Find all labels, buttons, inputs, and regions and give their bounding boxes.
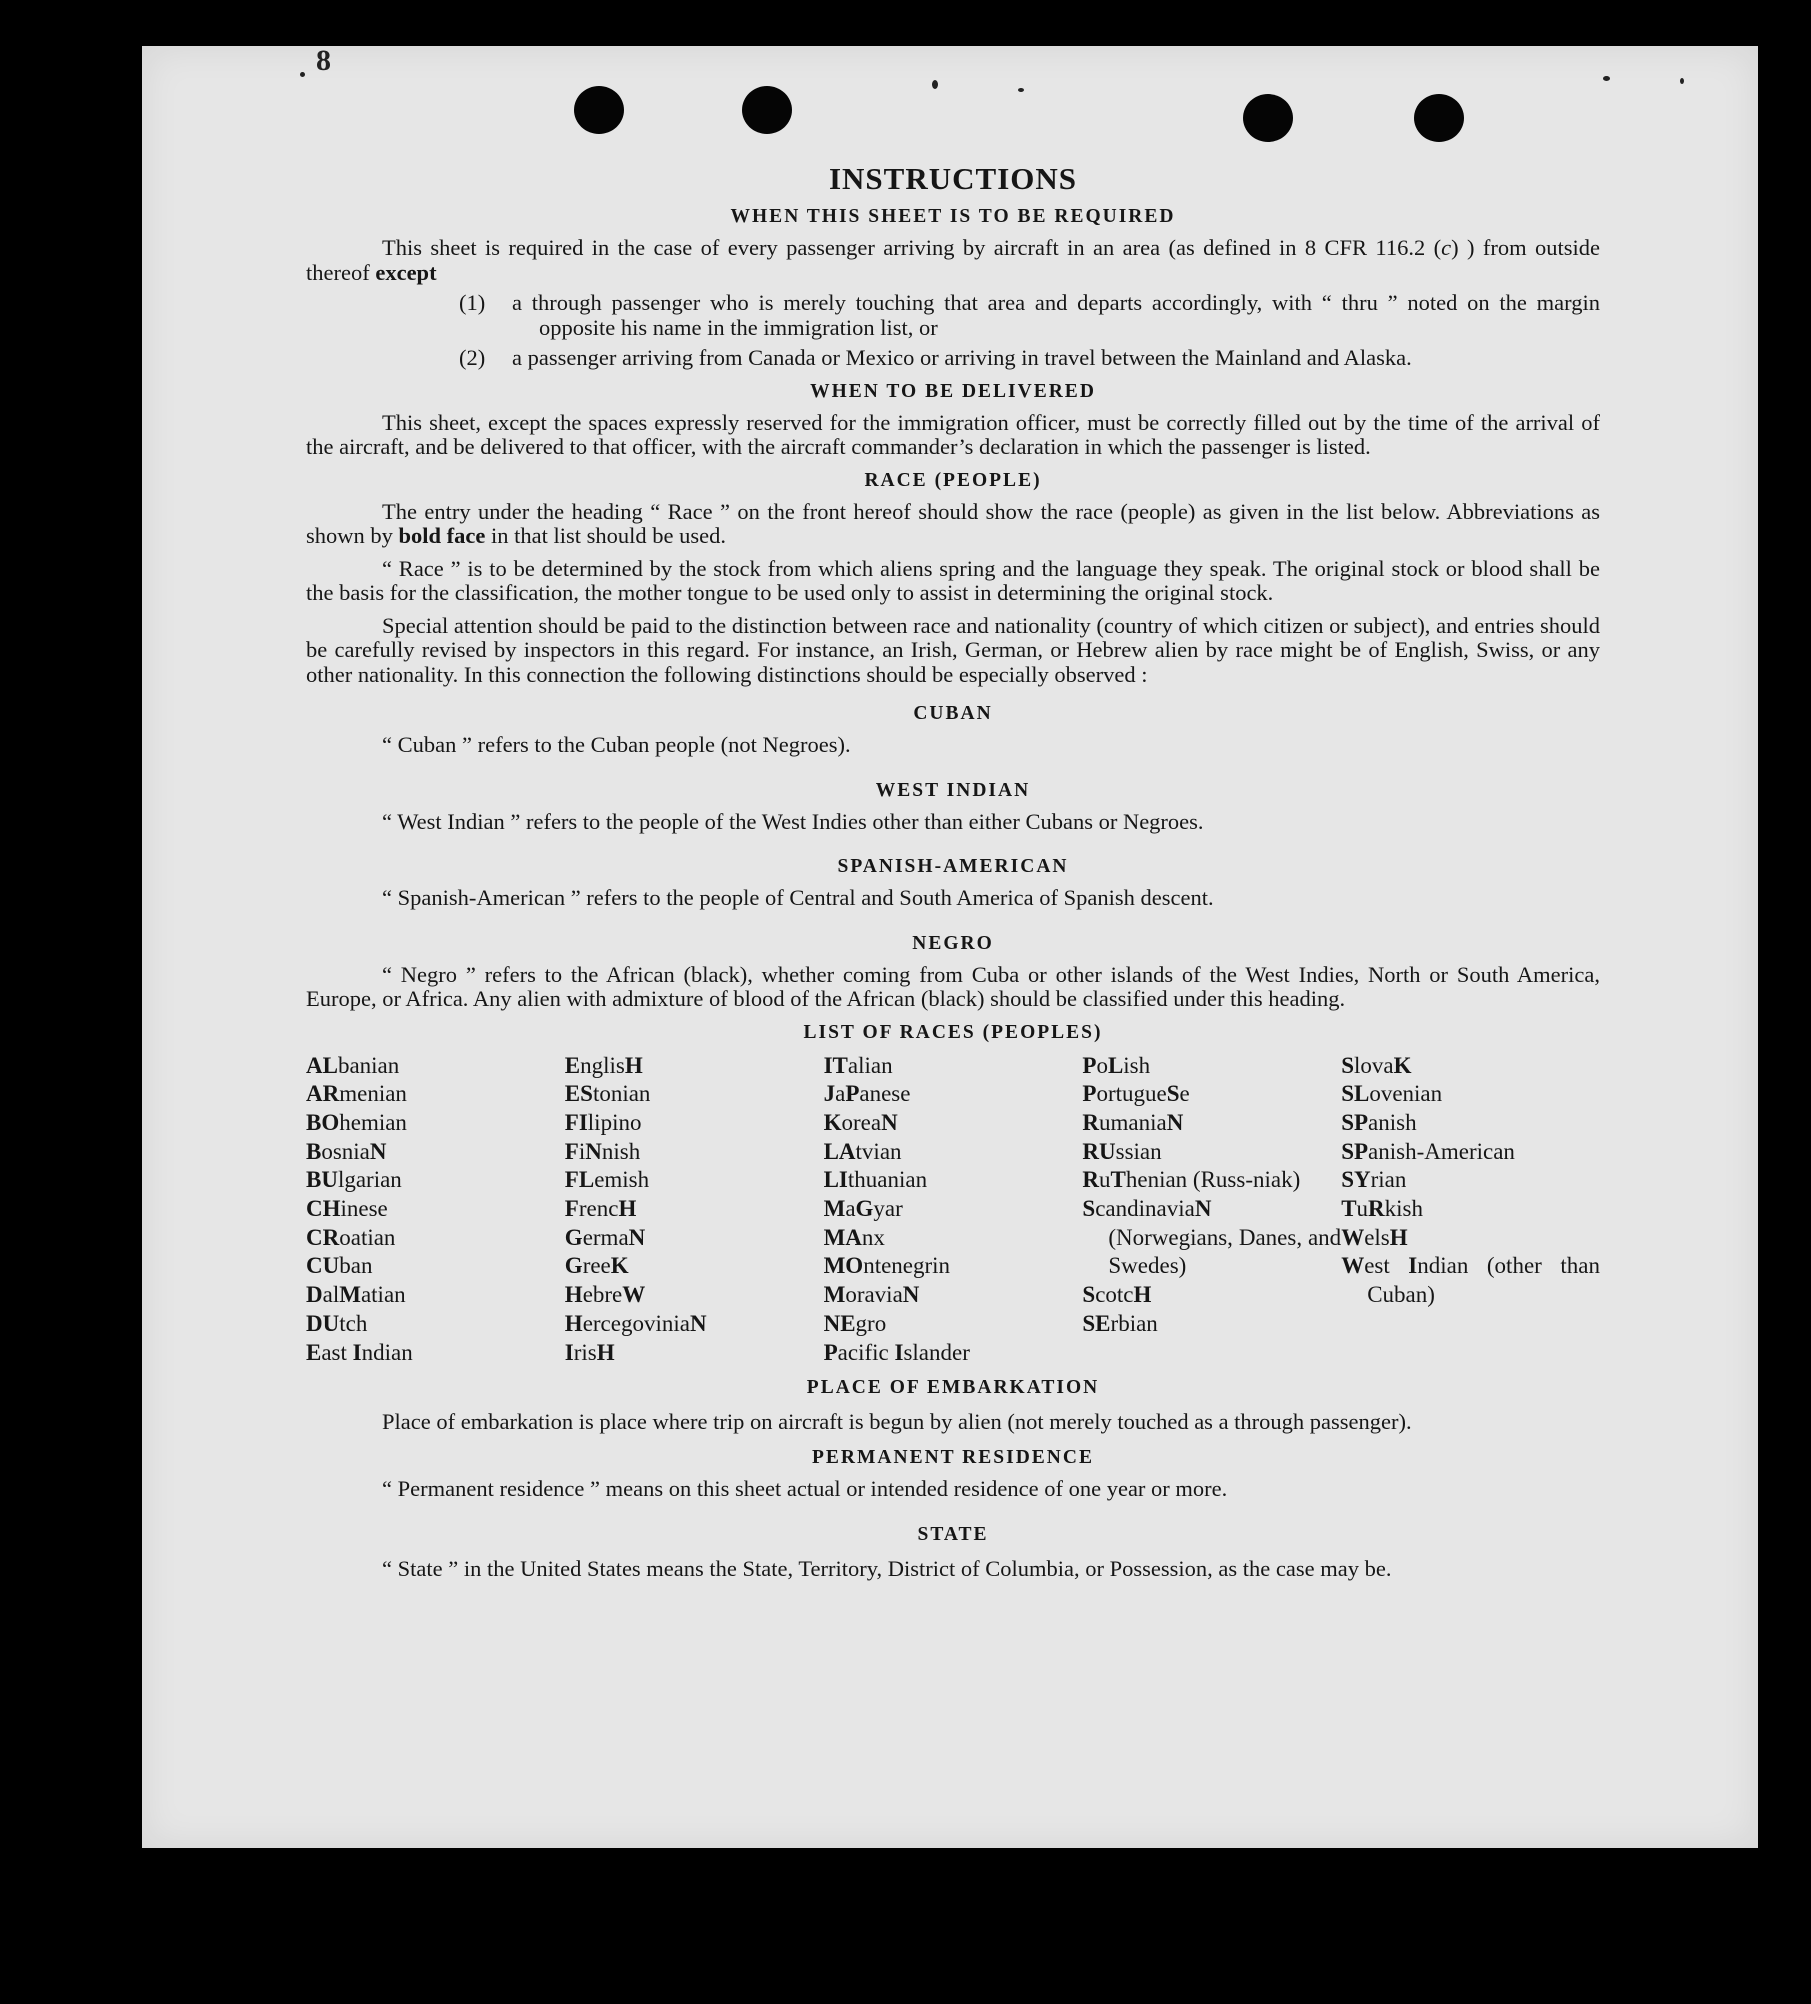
race-abbrev: FL	[564, 1167, 595, 1193]
race-abbrev: W	[1341, 1253, 1365, 1279]
paragraph-when-required	[306, 236, 1600, 285]
race-abbrev: S	[1082, 1282, 1096, 1308]
heading-embarkation: PLACE OF EMBARKATION	[806, 1377, 1100, 1399]
race-text: ntenegrin	[863, 1253, 951, 1279]
race-text: tch	[339, 1310, 368, 1336]
race-text: anish	[1368, 1109, 1417, 1135]
race-abbrev: RU	[1082, 1138, 1116, 1164]
race-abbrev: H	[564, 1282, 583, 1308]
race-text: atian	[360, 1282, 406, 1308]
race-abbrev: K	[1393, 1052, 1412, 1078]
race-text: acific	[837, 1339, 895, 1365]
race-text: ndian	[361, 1339, 413, 1365]
race-abbrev: P	[845, 1081, 860, 1107]
heading-state: STATE	[917, 1523, 989, 1545]
race-text: nish	[601, 1138, 641, 1164]
race-abbrev: ES	[564, 1081, 593, 1107]
race-text: menian	[339, 1081, 407, 1107]
races-list	[306, 1052, 1600, 1368]
race-text: candinavia	[1095, 1196, 1195, 1222]
race-entry	[306, 1310, 565, 1339]
race-text: gro	[855, 1310, 887, 1336]
race-abbrev: FI	[564, 1109, 588, 1135]
race-entry	[824, 1195, 1083, 1224]
race-abbrev: LI	[823, 1167, 848, 1193]
race-abbrev: I	[894, 1339, 904, 1365]
race-abbrev: BU	[306, 1167, 338, 1193]
races-column	[1341, 1052, 1600, 1368]
race-entry	[565, 1080, 824, 1109]
race-text: u	[1356, 1196, 1369, 1222]
race-text: emish	[594, 1167, 650, 1193]
race-abbrev: SE	[1082, 1310, 1111, 1336]
punch-hole	[1414, 94, 1464, 142]
race-text: o	[1096, 1052, 1108, 1078]
race-entry	[1082, 1281, 1341, 1310]
race-entry	[306, 1166, 565, 1195]
race-abbrev: P	[1082, 1081, 1097, 1107]
race-entry	[306, 1195, 565, 1224]
race-abbrev: T	[1110, 1167, 1126, 1193]
race-abbrev: N	[1194, 1196, 1212, 1222]
race-entry	[565, 1224, 824, 1253]
race-abbrev: F	[564, 1138, 579, 1164]
race-text: (Norwegians, Danes, and Swedes)	[1108, 1224, 1342, 1279]
race-text: inese	[340, 1196, 388, 1222]
race-text: oatian	[339, 1224, 396, 1250]
race-abbrev: AR	[306, 1081, 340, 1107]
list-item	[306, 346, 1600, 371]
paragraph-when-delivered: This sheet, except the spaces expressly reserved for the immigration officer, must be correctly filled out by the time of the arrival of the aircraft, and be delivered to that officer, with the aircraft commander’s declaration in which the passenger is listed.	[306, 409, 1600, 459]
race-text: ast	[321, 1339, 353, 1365]
race-text: nglis	[580, 1052, 625, 1078]
race-abbrev: R	[1082, 1167, 1100, 1193]
race-abbrev: K	[610, 1253, 629, 1279]
race-entry	[824, 1224, 1083, 1253]
paragraph-race-1	[306, 500, 1600, 549]
race-entry	[1341, 1195, 1600, 1224]
race-abbrev: I	[1408, 1253, 1418, 1279]
race-entry	[824, 1310, 1083, 1339]
race-abbrev: H	[1133, 1282, 1152, 1308]
race-entry	[565, 1109, 824, 1138]
race-abbrev: E	[306, 1339, 322, 1365]
item-text: a through passenger who is merely touching that area and departs accordingly, with “ thru ” noted on the margin opposite his name in the immigration list, or	[512, 290, 1600, 340]
race-entry	[824, 1138, 1083, 1167]
race-text: ortugue	[1096, 1081, 1167, 1107]
race-entry	[824, 1109, 1083, 1138]
race-entry	[1341, 1224, 1600, 1253]
race-entry	[306, 1339, 565, 1368]
race-text: umania	[1099, 1109, 1167, 1135]
paragraph-state: “ State ” in the United States means the State, Territory, District of Columbia, or Possession, as the case may be.	[382, 1555, 1392, 1581]
speck	[932, 80, 938, 89]
race-abbrev: IT	[823, 1052, 848, 1078]
race-abbrev: T	[1341, 1196, 1357, 1222]
race-bold: bold face	[398, 523, 486, 548]
race-text: anese	[859, 1081, 911, 1107]
race-text: tonian	[592, 1081, 651, 1107]
race-entry	[565, 1281, 824, 1310]
race-text: a	[835, 1081, 846, 1107]
race-entry	[1082, 1080, 1341, 1109]
race-entry	[824, 1252, 1083, 1281]
speck	[300, 72, 305, 77]
speck	[1018, 88, 1024, 92]
paragraph-race-2: “ Race ” is to be determined by the stock from which aliens spring and the language they speak. The original stock or blood shall be the basis for the classification, the mother tongue to be used only to assist in determining the original stock.	[306, 555, 1600, 605]
race-text: alian	[847, 1052, 893, 1078]
heading-residence: PERMANENT RESIDENCE	[812, 1447, 1094, 1469]
race-abbrev: NE	[823, 1310, 856, 1336]
race-entry	[306, 1138, 565, 1167]
race-abbrev: R	[1082, 1109, 1100, 1135]
race-abbrev: N	[1166, 1109, 1184, 1135]
race-entry	[824, 1080, 1083, 1109]
race-text: est	[1364, 1253, 1409, 1279]
race-abbrev: CH	[306, 1196, 341, 1222]
race-text: a	[845, 1196, 856, 1222]
race-entry	[1082, 1195, 1341, 1281]
race-abbrev: G	[564, 1224, 583, 1250]
races-column	[824, 1052, 1083, 1368]
race-abbrev: MA	[823, 1224, 862, 1250]
race-entry	[565, 1195, 824, 1224]
race-text: in that list should be used.	[485, 523, 727, 548]
page-title: INSTRUCTIONS	[828, 161, 1077, 196]
race-text: rbian	[1110, 1310, 1158, 1336]
punch-hole	[574, 86, 624, 134]
race-text: ish	[1123, 1052, 1151, 1078]
heading-race: RACE (PEOPLE)	[864, 469, 1042, 491]
race-abbrev: D	[306, 1282, 323, 1308]
race-abbrev: G	[855, 1196, 874, 1222]
race-text: erma	[582, 1224, 629, 1250]
race-text: ree	[582, 1253, 611, 1279]
race-text: banian	[337, 1052, 400, 1078]
races-column	[565, 1052, 824, 1368]
race-entry	[565, 1252, 824, 1281]
intro-text: ) ) from outside thereof	[306, 235, 1601, 285]
race-entry	[1341, 1138, 1600, 1167]
race-abbrev: N	[881, 1109, 898, 1135]
race-abbrev: N	[902, 1282, 920, 1308]
item-number: (2)	[459, 345, 486, 370]
race-abbrev: H	[618, 1196, 637, 1222]
corner-mark: 8	[316, 44, 331, 77]
race-text: nx	[861, 1224, 885, 1250]
race-abbrev: SP	[1341, 1109, 1369, 1135]
race-abbrev: CU	[306, 1253, 340, 1279]
race-abbrev: H	[624, 1052, 643, 1078]
race-abbrev: L	[1107, 1052, 1124, 1078]
race-text: kish	[1384, 1196, 1423, 1222]
race-abbrev: S	[1166, 1081, 1180, 1107]
race-abbrev: AL	[306, 1052, 338, 1078]
race-abbrev: K	[823, 1109, 842, 1135]
speck	[1603, 76, 1610, 81]
race-entry	[824, 1281, 1083, 1310]
race-text: ovenian	[1369, 1081, 1443, 1107]
race-abbrev: N	[628, 1224, 646, 1250]
race-abbrev: M	[823, 1196, 846, 1222]
race-entry	[306, 1080, 565, 1109]
race-abbrev: S	[1082, 1196, 1096, 1222]
race-abbrev: S	[1341, 1052, 1354, 1078]
race-text: ndian (other than Cuban)	[1367, 1253, 1600, 1308]
race-abbrev: BO	[306, 1109, 340, 1135]
item-text: a passenger arriving from Canada or Mexico or arriving in travel between the Mainland and Alaska.	[512, 345, 1412, 370]
race-text: The entry under the heading “ Race ” on the front hereof should show the race (people) as given in the list below. Abbreviations as shown by	[306, 498, 1600, 548]
race-abbrev: G	[564, 1253, 583, 1279]
race-text: lipino	[587, 1109, 642, 1135]
race-entry	[565, 1166, 824, 1195]
race-text: rian	[1370, 1167, 1407, 1193]
race-entry	[824, 1339, 1083, 1368]
race-abbrev: H	[564, 1310, 583, 1336]
race-entry	[565, 1138, 824, 1167]
race-entry	[1082, 1310, 1341, 1339]
race-text: ercegovinia	[582, 1310, 690, 1336]
punch-hole	[1243, 94, 1293, 142]
race-abbrev: N	[369, 1138, 387, 1164]
race-entry	[565, 1339, 824, 1368]
race-abbrev: SY	[1341, 1167, 1371, 1193]
race-entry	[1341, 1052, 1600, 1081]
race-text: ssian	[1115, 1138, 1162, 1164]
race-abbrev: LA	[823, 1138, 856, 1164]
races-column	[306, 1052, 565, 1368]
race-text: cotc	[1095, 1282, 1134, 1308]
race-text: ban	[339, 1253, 373, 1279]
race-abbrev: M	[823, 1282, 846, 1308]
speck	[1680, 78, 1684, 84]
race-abbrev: MO	[823, 1253, 864, 1279]
race-text: ris	[573, 1339, 597, 1365]
race-entry	[306, 1252, 565, 1281]
paragraph-residence: “ Permanent residence ” means on this sheet actual or intended residence of one year or more.	[382, 1476, 1228, 1502]
race-text: hemian	[339, 1109, 407, 1135]
paragraph-west-indian: “ West Indian ” refers to the people of the West Indies other than either Cubans or Negroes.	[382, 808, 1204, 834]
races-column	[1082, 1052, 1341, 1368]
race-text: i	[578, 1138, 586, 1164]
list-item	[306, 291, 1600, 340]
heading-when-required: WHEN THIS SHEET IS TO BE REQUIRED	[730, 206, 1176, 227]
race-entry	[306, 1224, 565, 1253]
race-abbrev: CR	[306, 1224, 340, 1250]
race-abbrev: I	[564, 1339, 574, 1365]
race-text: lova	[1353, 1052, 1394, 1078]
race-entry	[1341, 1252, 1600, 1309]
race-abbrev: N	[585, 1138, 602, 1164]
race-text: thuanian	[847, 1167, 928, 1193]
race-entry	[306, 1052, 565, 1081]
race-abbrev: P	[1082, 1052, 1097, 1078]
race-text: anish-American	[1368, 1138, 1515, 1164]
race-entry	[306, 1109, 565, 1138]
race-entry	[306, 1281, 565, 1310]
intro-bold: except	[375, 259, 437, 285]
race-abbrev: DU	[306, 1310, 340, 1336]
race-text: osnia	[321, 1138, 370, 1164]
race-text: renc	[578, 1196, 619, 1222]
race-abbrev: W	[622, 1282, 646, 1308]
race-entry	[565, 1052, 824, 1081]
paragraph-negro: “ Negro ” refers to the African (black), whether coming from Cuba or other islands of the West Indies, North or South America, Europe, or Africa. Any alien with admixture of blood of the African (black) should be classified under this heading.	[306, 961, 1600, 1011]
race-entry	[1341, 1080, 1600, 1109]
heading-negro: NEGRO	[912, 932, 994, 954]
race-text: yar	[873, 1196, 903, 1222]
race-abbrev: SL	[1341, 1081, 1370, 1107]
intro-text: This sheet is required in the case of every passenger arriving by aircraft in an area (as defined in 8 CFR 116.2 (	[382, 235, 1442, 260]
race-abbrev: R	[1368, 1196, 1385, 1222]
paragraph-cuban: “ Cuban ” refers to the Cuban people (not Negroes).	[382, 732, 851, 757]
item-number: (1)	[459, 290, 486, 315]
race-text: els	[1364, 1224, 1390, 1250]
race-text: lgarian	[337, 1167, 402, 1193]
race-entry	[1082, 1052, 1341, 1081]
race-abbrev: H	[1389, 1224, 1408, 1250]
race-text: slander	[903, 1339, 970, 1365]
instructions-page	[306, 162, 1600, 1584]
race-abbrev: M	[339, 1282, 361, 1308]
heading-when-delivered: WHEN TO BE DELIVERED	[810, 380, 1096, 402]
race-text: e	[1179, 1081, 1190, 1107]
race-abbrev: H	[596, 1339, 615, 1365]
heading-spanish-american: SPANISH-AMERICAN	[837, 856, 1069, 877]
race-entry	[1082, 1138, 1341, 1167]
race-entry	[565, 1310, 824, 1339]
race-abbrev: J	[823, 1081, 836, 1107]
race-text: al	[322, 1282, 340, 1308]
race-entry	[1082, 1166, 1341, 1195]
race-abbrev: P	[823, 1339, 838, 1365]
race-text: orea	[841, 1109, 882, 1135]
race-entry	[824, 1166, 1083, 1195]
heading-list-of-races: LIST OF RACES (PEOPLES)	[803, 1021, 1103, 1043]
race-entry	[824, 1052, 1083, 1081]
race-abbrev: N	[689, 1310, 707, 1336]
race-abbrev: SP	[1341, 1138, 1369, 1164]
paragraph-spanish-american: “ Spanish-American ” refers to the people of Central and South America of Spanish descent.	[382, 885, 1214, 910]
race-abbrev: B	[306, 1138, 322, 1164]
paragraph-race-3: Special attention should be paid to the distinction between race and nationality (country of which citizen or subject), and entries should be carefully revised by inspectors in this regard. For instance, an Irish, German, or Hebrew alien by race might be of English, Swiss, or any other nationality. In this connection the following distinctions should be especially observed :	[306, 612, 1600, 687]
race-text: henian (Russ-niak)	[1125, 1167, 1301, 1193]
race-text: u	[1099, 1167, 1111, 1193]
paragraph-embarkation: Place of embarkation is place where trip on aircraft is begun by alien (not merely touched as a through passenger).	[382, 1409, 1412, 1435]
race-abbrev: E	[564, 1052, 581, 1078]
race-entry	[1341, 1109, 1600, 1138]
heading-west-indian: WEST INDIAN	[875, 779, 1031, 801]
race-text: oravia	[845, 1282, 903, 1308]
race-abbrev: W	[1341, 1224, 1365, 1250]
race-entry	[1082, 1109, 1341, 1138]
intro-italic: c	[1441, 235, 1452, 260]
race-entry	[1341, 1166, 1600, 1195]
race-text: tvian	[855, 1138, 902, 1164]
race-text: ebre	[582, 1282, 623, 1308]
race-abbrev: F	[564, 1196, 579, 1222]
race-abbrev: I	[352, 1339, 362, 1365]
heading-cuban: CUBAN	[913, 703, 993, 724]
punch-hole	[742, 86, 792, 134]
